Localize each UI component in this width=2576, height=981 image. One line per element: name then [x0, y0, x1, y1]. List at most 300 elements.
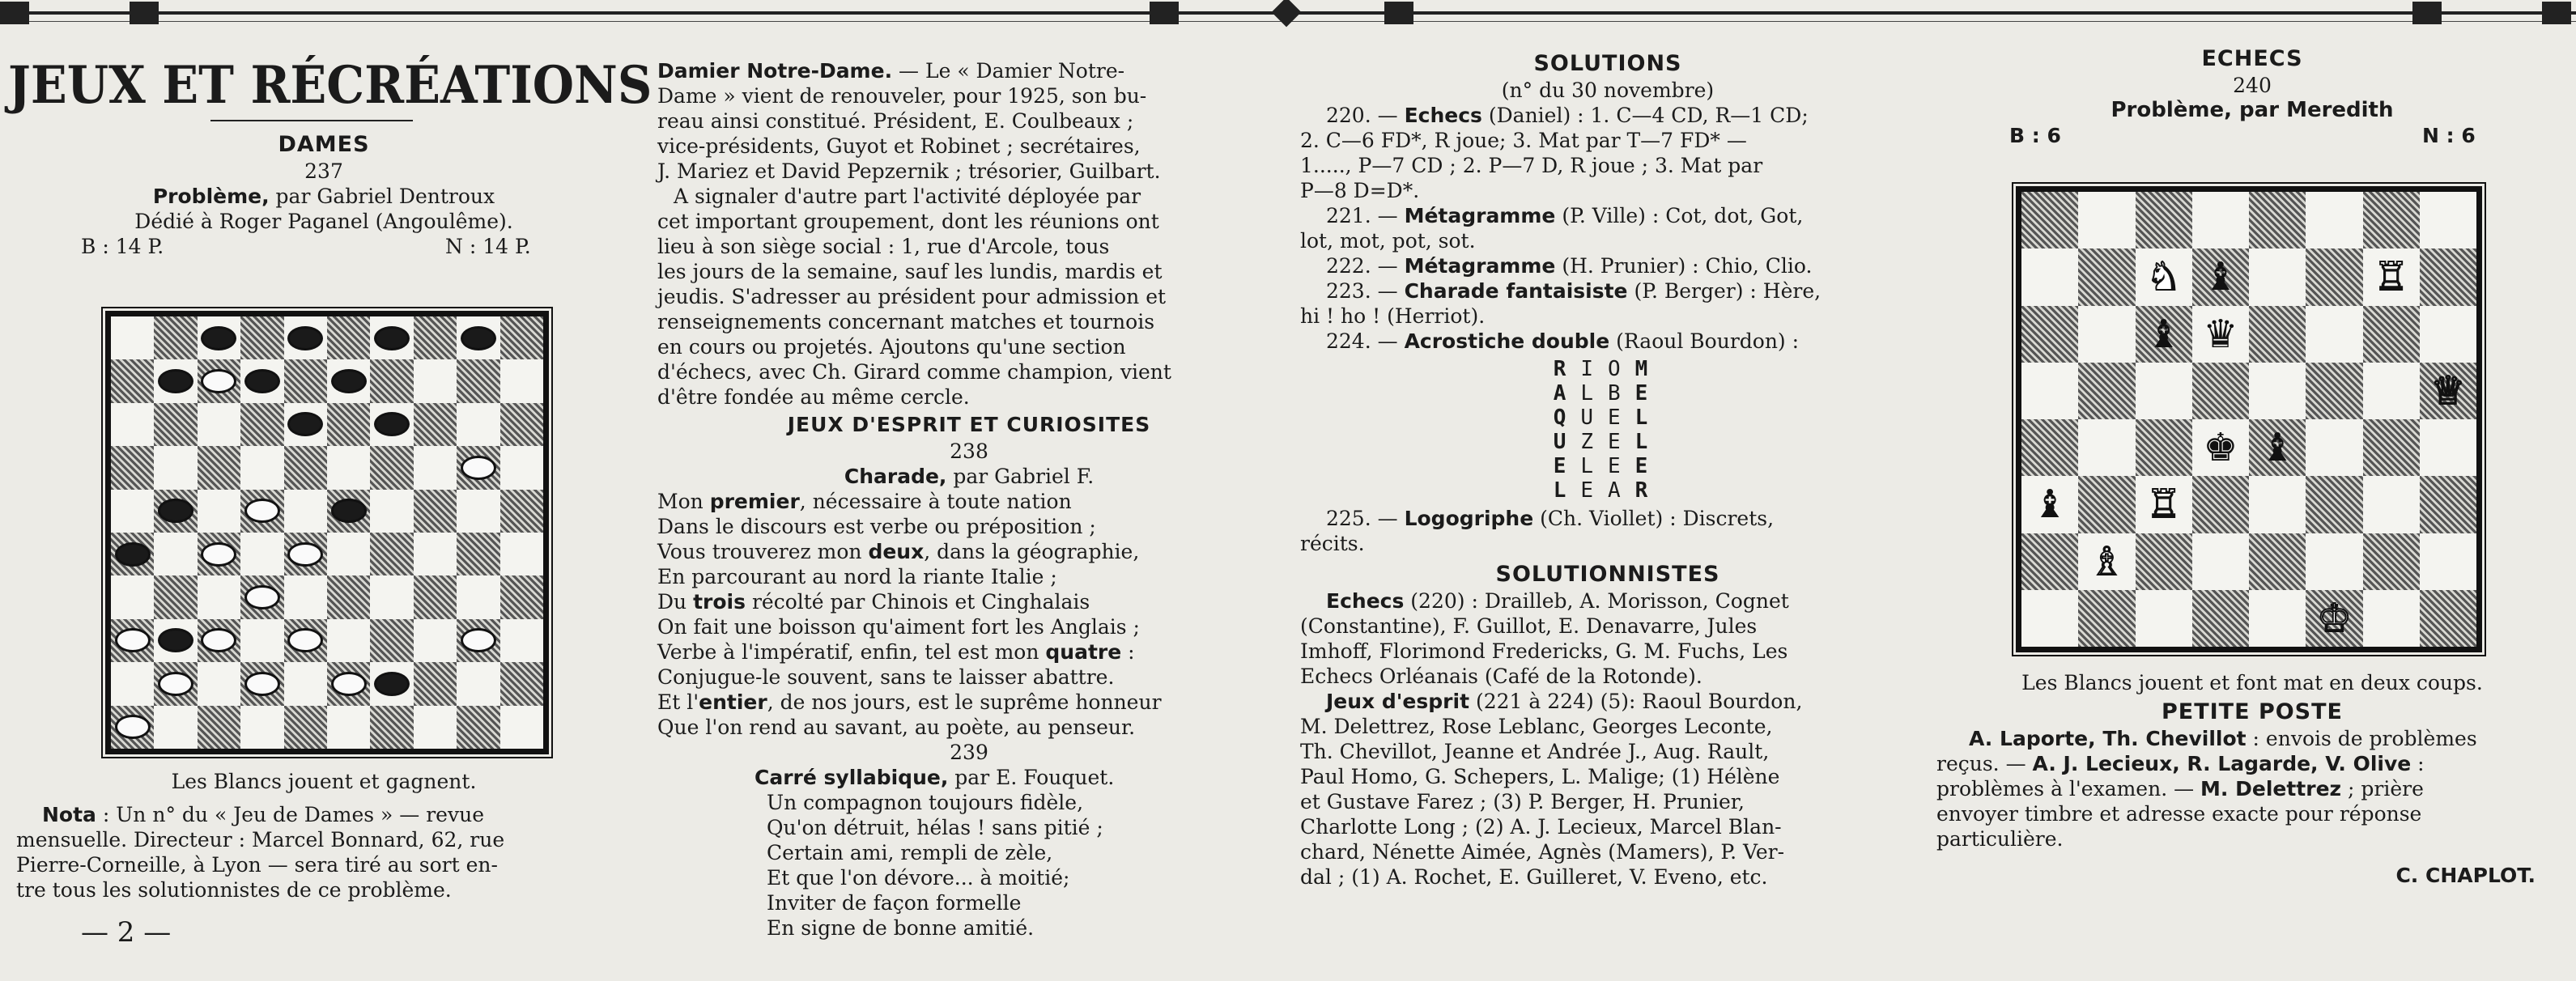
black-checker-piece — [374, 412, 410, 436]
chess-square — [2136, 192, 2192, 248]
checkers-square — [111, 662, 154, 705]
chess-square — [2021, 306, 2078, 363]
checkers-square — [198, 662, 240, 705]
poste-line: A. Laporte, Th. Chevillot : envois de problèmes — [1969, 727, 2477, 750]
checkers-square — [154, 706, 197, 749]
checkers-square — [414, 316, 457, 359]
title-ornament — [8, 115, 640, 126]
section-dames: DAMES — [278, 132, 370, 157]
checkers-square — [198, 359, 240, 402]
checkers-square — [414, 533, 457, 575]
checkers-square — [457, 706, 499, 749]
charade-line: Verbe à l'impératif, enfin, tel est mon quatre : — [657, 640, 1135, 664]
black-count: N : 14 P. — [445, 235, 531, 258]
chess-square — [2249, 306, 2306, 363]
solution-line: lot, mot, pot, sot. — [1300, 229, 1476, 253]
white-checker-piece — [287, 628, 323, 652]
black-checker-piece — [287, 326, 323, 350]
checkers-square — [240, 316, 283, 359]
charade-line: Dans le discours est verbe ou préposition ; — [657, 515, 1096, 538]
number-239: 239 — [950, 741, 988, 764]
damier-line: lieu à son siège social : 1, rue d'Arcole, tous — [657, 235, 1110, 258]
checkers-square — [457, 359, 499, 402]
checkers-square — [370, 706, 413, 749]
ornament-right-1 — [2412, 2, 2442, 24]
chess-square — [2363, 192, 2420, 248]
poste-line: problèmes à l'examen. — M. Delettrez ; prière — [1936, 777, 2424, 801]
column-echecs — [1936, 45, 2568, 148]
checkers-square — [500, 619, 543, 662]
checkers-square — [240, 619, 283, 662]
chess-square — [2249, 533, 2306, 590]
checkers-square — [240, 490, 283, 533]
checkers-square — [414, 403, 457, 446]
ornament-right-2 — [2542, 2, 2571, 24]
black-checker-piece — [331, 369, 367, 393]
white-checker-piece — [461, 628, 496, 652]
damier-line: jeudis. S'adresser au président pour admission et — [657, 285, 1167, 308]
white-chess-piece-icon: ♕ — [2430, 367, 2466, 414]
damier-line: en cours ou projetés. Ajoutons qu'une section — [657, 335, 1126, 359]
checkers-square — [284, 359, 327, 402]
black-checker-piece — [244, 369, 280, 393]
checkers-square — [198, 316, 240, 359]
solution-line: 224. — Acrostiche double (Raoul Bourdon) : — [1326, 329, 1800, 353]
black-chess-piece-icon: ♝ — [2032, 482, 2068, 528]
damier-line: cet important groupement, dont les réunions ont — [657, 210, 1159, 233]
solutionniste-line: Imhoff, Florimond Fredericks, G. M. Fuchs, Les — [1300, 639, 1788, 663]
white-chess-piece-icon: ♔ — [2316, 595, 2352, 641]
chess-square — [2249, 476, 2306, 533]
acrostic-row: LEAR — [1553, 478, 1663, 503]
checkers-square — [240, 575, 283, 618]
carre-line: Qu'on détruit, hélas ! sans pitié ; — [767, 816, 1103, 839]
solutionniste-line: et Gustave Farez ; (3) P. Berger, H. Prunier, — [1300, 790, 1745, 813]
chess-white-count: B : 6 — [2009, 124, 2061, 147]
chess-square — [2136, 590, 2192, 647]
solutionniste-line: Th. Chevillot, Jeanne et Andrée J., Aug. Rault, — [1300, 740, 1770, 763]
poste-line: reçus. — A. J. Lecieux, R. Lagarde, V. Olive : — [1936, 752, 2425, 775]
checkers-square — [240, 662, 283, 705]
acrostic-row: ALBE — [1553, 381, 1663, 406]
chess-square — [2363, 590, 2420, 647]
checkers-square — [198, 446, 240, 489]
solution-225-cont: récits. — [1300, 532, 1365, 555]
checkers-square — [198, 619, 240, 662]
solution-225: 225. — Logogriphe (Ch. Viollet) : Discrets, — [1326, 507, 1775, 530]
chess-square — [2420, 363, 2476, 419]
white-checker-piece — [244, 672, 280, 696]
charade-line: Que l'on rend au savant, au poète, au penseur. — [657, 716, 1136, 739]
solution-line: P—8 D=D*. — [1300, 179, 1420, 202]
damier-body — [657, 83, 1281, 410]
checkers-square — [284, 316, 327, 359]
checkers-square — [154, 619, 197, 662]
piece-counts — [8, 234, 640, 259]
carre-line: Certain ami, rempli de zèle, — [767, 841, 1053, 864]
checkers-square — [327, 403, 370, 446]
acrostic-row: UZEL — [1553, 430, 1663, 454]
chess-square — [2192, 419, 2249, 476]
black-checker-piece — [158, 499, 193, 523]
solutionniste-line: dal ; (1) A. Rochet, E. Guilleret, V. Eveno, etc. — [1300, 865, 1768, 889]
black-checker-piece — [461, 326, 496, 350]
chess-square — [2136, 363, 2192, 419]
checkers-square — [111, 619, 154, 662]
black-checker-piece — [374, 326, 410, 350]
chess-square — [2192, 476, 2249, 533]
white-checker-piece — [461, 456, 496, 480]
chess-square — [2078, 192, 2135, 248]
chess-problem-title: Problème, par Meredith — [2111, 98, 2394, 122]
checkers-square — [327, 490, 370, 533]
solutionniste-line: Paul Homo, G. Schepers, L. Malige; (1) Hélène — [1300, 765, 1780, 788]
checkers-square — [327, 619, 370, 662]
checkers-square — [327, 446, 370, 489]
black-checker-piece — [158, 628, 193, 652]
chess-square — [2363, 533, 2420, 590]
chess-square — [2420, 306, 2476, 363]
black-chess-piece-icon: ♝ — [2146, 311, 2182, 357]
checkers-square — [154, 316, 197, 359]
section-solutions: SOLUTIONS — [1533, 51, 1682, 76]
checkers-square — [284, 490, 327, 533]
damier-line: reau ainsi constitué. Président, E. Coulbeaux ; — [657, 109, 1134, 133]
ornament-diamond — [1272, 0, 1302, 27]
checkers-square — [414, 575, 457, 618]
black-checker-piece — [331, 499, 367, 523]
ornament-left-2 — [130, 2, 159, 24]
chess-square — [2420, 476, 2476, 533]
section-echecs: ECHECS — [2201, 46, 2303, 71]
checkers-square — [457, 662, 499, 705]
chess-square — [2078, 419, 2135, 476]
carre-line: Un compagnon toujours fidèle, — [767, 791, 1084, 814]
solutionniste-line: (Constantine), F. Guillot, E. Denavarre, Jules — [1300, 614, 1758, 638]
checkers-square — [457, 446, 499, 489]
problem-number-240: 240 — [2233, 74, 2272, 97]
white-chess-piece-icon: ♖ — [2374, 254, 2409, 300]
chess-square — [2306, 476, 2362, 533]
chess-square — [2192, 363, 2249, 419]
checkers-square — [500, 490, 543, 533]
white-chess-piece-icon: ♞ — [2146, 254, 2182, 300]
chess-square — [2420, 590, 2476, 647]
damier-line: d'échecs, avec Ch. Girard comme champion, vient — [657, 360, 1171, 384]
checkers-square — [327, 359, 370, 402]
checkers-square — [414, 619, 457, 662]
white-checker-piece — [158, 672, 193, 696]
ornament-mid-1 — [1150, 2, 1179, 24]
checkers-square — [327, 316, 370, 359]
checkers-square — [154, 446, 197, 489]
checkers-square — [240, 359, 283, 402]
solutionniste-line: Echecs (220) : Drailleb, A. Morisson, Cognet — [1326, 589, 1789, 613]
white-checker-piece — [201, 628, 236, 652]
chess-square — [2249, 363, 2306, 419]
checkers-square — [198, 490, 240, 533]
checkers-square — [414, 490, 457, 533]
damier-paragraph: Damier Notre-Dame. — Le « Damier Notre- — [657, 59, 1125, 83]
checkers-square — [284, 403, 327, 446]
dedication: Dédié à Roger Paganel (Angoulême). — [134, 210, 513, 233]
checkers-board — [105, 311, 549, 754]
checkers-square — [284, 575, 327, 618]
checkers-square — [370, 316, 413, 359]
chess-square — [2192, 590, 2249, 647]
checkers-square — [154, 662, 197, 705]
checkers-square — [457, 533, 499, 575]
checkers-square — [111, 403, 154, 446]
chess-square — [2192, 248, 2249, 305]
white-count: B : 14 P. — [81, 235, 164, 258]
checkers-square — [414, 662, 457, 705]
checkers-square — [457, 619, 499, 662]
checkers-square — [154, 359, 197, 402]
solutionniste-line: Jeux d'esprit (221 à 224) (5): Raoul Bourdon, — [1326, 690, 1803, 713]
checkers-square — [284, 706, 327, 749]
acrostic-row: QUEL — [1553, 406, 1663, 430]
dames-footer — [8, 769, 640, 949]
checkers-square — [240, 446, 283, 489]
chess-square — [2021, 419, 2078, 476]
chess-square — [2078, 533, 2135, 590]
checkers-square — [457, 403, 499, 446]
chess-square — [2136, 306, 2192, 363]
page-title: JEUX ET RÉCRÉATIONS — [8, 55, 653, 116]
column-dames — [8, 55, 653, 259]
chess-square — [2306, 192, 2362, 248]
black-chess-piece-icon: ♛ — [2203, 311, 2238, 357]
checkers-square — [457, 316, 499, 359]
chess-square — [2136, 533, 2192, 590]
solutionniste-line: Echecs Orléanais (Café de la Rotonde). — [1300, 665, 1702, 688]
white-chess-piece-icon: ♗ — [2089, 538, 2124, 584]
chess-square — [2249, 248, 2306, 305]
chess-square — [2306, 363, 2362, 419]
white-chess-piece-icon: ♖ — [2146, 482, 2182, 528]
charade-title: Charade, par Gabriel F. — [844, 465, 1095, 488]
white-checker-piece — [201, 542, 236, 567]
carre-body — [657, 790, 1281, 941]
chess-caption: Les Blancs jouent et font mat en deux coups. — [2021, 671, 2483, 694]
carre-title: Carré syllabique, par E. Fouquet. — [755, 766, 1115, 789]
charade-line: Du trois récolté par Chinois et Cinghalais — [657, 590, 1090, 614]
page-number: — 2 — — [81, 916, 172, 949]
checkers-square — [154, 533, 197, 575]
checkers-square — [111, 316, 154, 359]
chess-square — [2192, 533, 2249, 590]
solutions-body — [1300, 103, 1915, 354]
checkers-square — [414, 706, 457, 749]
checkers-square — [370, 662, 413, 705]
damier-line: renseignements concernant matches et tournois — [657, 310, 1155, 333]
damier-line: Dame » vient de renouveler, pour 1925, son bu- — [657, 84, 1147, 108]
damier-line: A signaler d'autre part l'activité déployée par — [674, 185, 1141, 208]
checkers-square — [457, 575, 499, 618]
checkers-square — [154, 403, 197, 446]
checkers-square — [240, 533, 283, 575]
white-checker-piece — [201, 369, 236, 393]
chess-square — [2078, 476, 2135, 533]
chess-square — [2021, 533, 2078, 590]
solutionnistes-body — [1300, 588, 1915, 890]
checkers-square — [500, 706, 543, 749]
acrostic-row: ELEE — [1553, 454, 1663, 478]
black-chess-piece-icon: ♝ — [2203, 254, 2238, 300]
black-chess-piece-icon: ♚ — [2203, 425, 2238, 471]
checkers-square — [198, 403, 240, 446]
poste-line: envoyer timbre et adresse exacte pour réponse — [1936, 802, 2422, 826]
checkers-square — [154, 490, 197, 533]
problem-title: Problème, par Gabriel Dentroux — [152, 185, 495, 208]
nota-line: mensuelle. Directeur : Marcel Bonnard, 62, rue — [16, 828, 505, 851]
chess-square — [2078, 590, 2135, 647]
white-checker-piece — [115, 628, 151, 652]
chess-square — [2249, 590, 2306, 647]
section-petite-poste: PETITE POSTE — [2161, 699, 2343, 724]
charade-body — [657, 489, 1281, 740]
checkers-square — [370, 403, 413, 446]
chess-square — [2306, 590, 2362, 647]
checkers-square — [500, 662, 543, 705]
checkers-square — [111, 533, 154, 575]
checkers-square — [111, 359, 154, 402]
chess-square — [2078, 306, 2135, 363]
damier-line: vice-présidents, Guyot et Robinet ; secrétaires, — [657, 134, 1141, 158]
chess-square — [2363, 248, 2420, 305]
checkers-square — [198, 706, 240, 749]
petite-poste-body — [1936, 726, 2568, 851]
checkers-square — [370, 619, 413, 662]
column-solutions — [1300, 50, 1915, 890]
checkers-square — [111, 490, 154, 533]
solutionniste-line: Charlotte Long ; (2) A. J. Lecieux, Marcel Blan- — [1300, 815, 1782, 839]
checkers-square — [370, 575, 413, 618]
black-checker-piece — [374, 672, 410, 696]
solution-line: 223. — Charade fantaisiste (P. Berger) : Hère, — [1326, 279, 1821, 303]
acrostic-grid — [1300, 357, 1915, 503]
ornament-mid-2 — [1384, 2, 1413, 24]
chess-square — [2306, 419, 2362, 476]
damier-line: J. Mariez et David Pepzernik ; trésorier, Guilbart. — [657, 159, 1161, 183]
charade-line: Mon premier, nécessaire à toute nation — [657, 490, 1072, 513]
checkers-square — [111, 706, 154, 749]
chess-square — [2021, 476, 2078, 533]
white-checker-piece — [287, 542, 323, 567]
carre-line: Inviter de façon formelle — [767, 891, 1022, 915]
section-jeux-esprit: JEUX D'ESPRIT ET CURIOSITES — [787, 413, 1151, 436]
chess-square — [2420, 533, 2476, 590]
problem-number: 237 — [304, 159, 343, 183]
chess-square — [2420, 419, 2476, 476]
carre-line: En signe de bonne amitié. — [767, 916, 1035, 940]
chess-square — [2363, 363, 2420, 419]
acrostic-row: RIOM — [1553, 357, 1663, 381]
damier-line: d'être fondée au même cercle. — [657, 385, 970, 409]
charade-line: Et l'entier, de nos jours, est le suprême honneur — [657, 690, 1162, 714]
chess-square — [2078, 363, 2135, 419]
checkers-square — [500, 533, 543, 575]
checkers-square — [284, 662, 327, 705]
echecs-footer — [1936, 670, 2568, 888]
ornament-left — [0, 2, 29, 24]
charade-line: On fait une boisson qu'aiment fort les Anglais ; — [657, 615, 1140, 639]
chess-square — [2420, 248, 2476, 305]
chess-square — [2021, 248, 2078, 305]
solution-line: 1....., P—7 CD ; 2. P—7 D, R joue ; 3. Mat par — [1300, 154, 1763, 177]
chess-square — [2136, 248, 2192, 305]
solution-line: 221. — Métagramme (P. Ville) : Cot, dot, Got, — [1326, 204, 1804, 227]
chess-board — [2016, 186, 2482, 652]
checkers-square — [111, 446, 154, 489]
checkers-square — [111, 575, 154, 618]
checkers-square — [500, 446, 543, 489]
black-checker-piece — [287, 412, 323, 436]
black-checker-piece — [201, 326, 236, 350]
white-checker-piece — [115, 715, 151, 739]
section-solutionnistes: SOLUTIONNISTES — [1495, 562, 1720, 587]
chess-square — [2420, 192, 2476, 248]
checkers-square — [370, 533, 413, 575]
chess-square — [2306, 248, 2362, 305]
chess-square — [2021, 192, 2078, 248]
chess-square — [2021, 363, 2078, 419]
checkers-square — [327, 533, 370, 575]
checkers-square — [500, 359, 543, 402]
checkers-square — [500, 575, 543, 618]
checkers-square — [198, 533, 240, 575]
checkers-square — [370, 490, 413, 533]
chess-square — [2363, 419, 2420, 476]
chess-black-count: N : 6 — [2422, 124, 2476, 147]
checkers-square — [240, 706, 283, 749]
solutionniste-line: M. Delettrez, Rose Leblanc, Georges Leconte, — [1300, 715, 1773, 738]
chess-piece-counts — [1936, 123, 2568, 148]
nota-line: tre tous les solutionnistes de ce problème. — [16, 878, 452, 902]
nota: Nota : Un n° du « Jeu de Dames » — revue — [42, 803, 484, 826]
nota-line: Pierre-Corneille, à Lyon — sera tiré au sort en- — [16, 853, 498, 877]
chess-square — [2136, 476, 2192, 533]
black-checker-piece — [115, 542, 151, 567]
checkers-square — [500, 316, 543, 359]
chess-square — [2192, 306, 2249, 363]
solution-line: 222. — Métagramme (H. Prunier) : Chio, Clio. — [1326, 254, 1813, 278]
checkers-square — [370, 446, 413, 489]
checkers-square — [327, 662, 370, 705]
solution-line: hi ! ho ! (Herriot). — [1300, 304, 1486, 328]
white-checker-piece — [331, 672, 367, 696]
chess-square — [2021, 590, 2078, 647]
white-checker-piece — [244, 585, 280, 609]
checkers-square — [370, 359, 413, 402]
column-jeux-esprit — [657, 58, 1281, 941]
checkers-square — [414, 446, 457, 489]
chess-square — [2249, 192, 2306, 248]
checkers-square — [284, 619, 327, 662]
checkers-square — [414, 359, 457, 402]
solution-line: 2. C—6 FD*, R joue; 3. Mat par T—7 FD* — — [1300, 129, 1747, 152]
checkers-square — [284, 446, 327, 489]
damier-line: les jours de la semaine, sauf les lundis, mardis et — [657, 260, 1163, 283]
solutionniste-line: chard, Nénette Aimée, Agnès (Mamers), P. Ver- — [1300, 840, 1785, 864]
poste-line: particulière. — [1936, 827, 2064, 851]
checkers-square — [500, 403, 543, 446]
black-chess-piece-icon: ♝ — [2259, 425, 2295, 471]
solution-line: 220. — Echecs (Daniel) : 1. C—4 CD, R—1 CD; — [1326, 104, 1809, 127]
dames-caption: Les Blancs jouent et gagnent. — [171, 770, 477, 793]
chess-square — [2306, 533, 2362, 590]
